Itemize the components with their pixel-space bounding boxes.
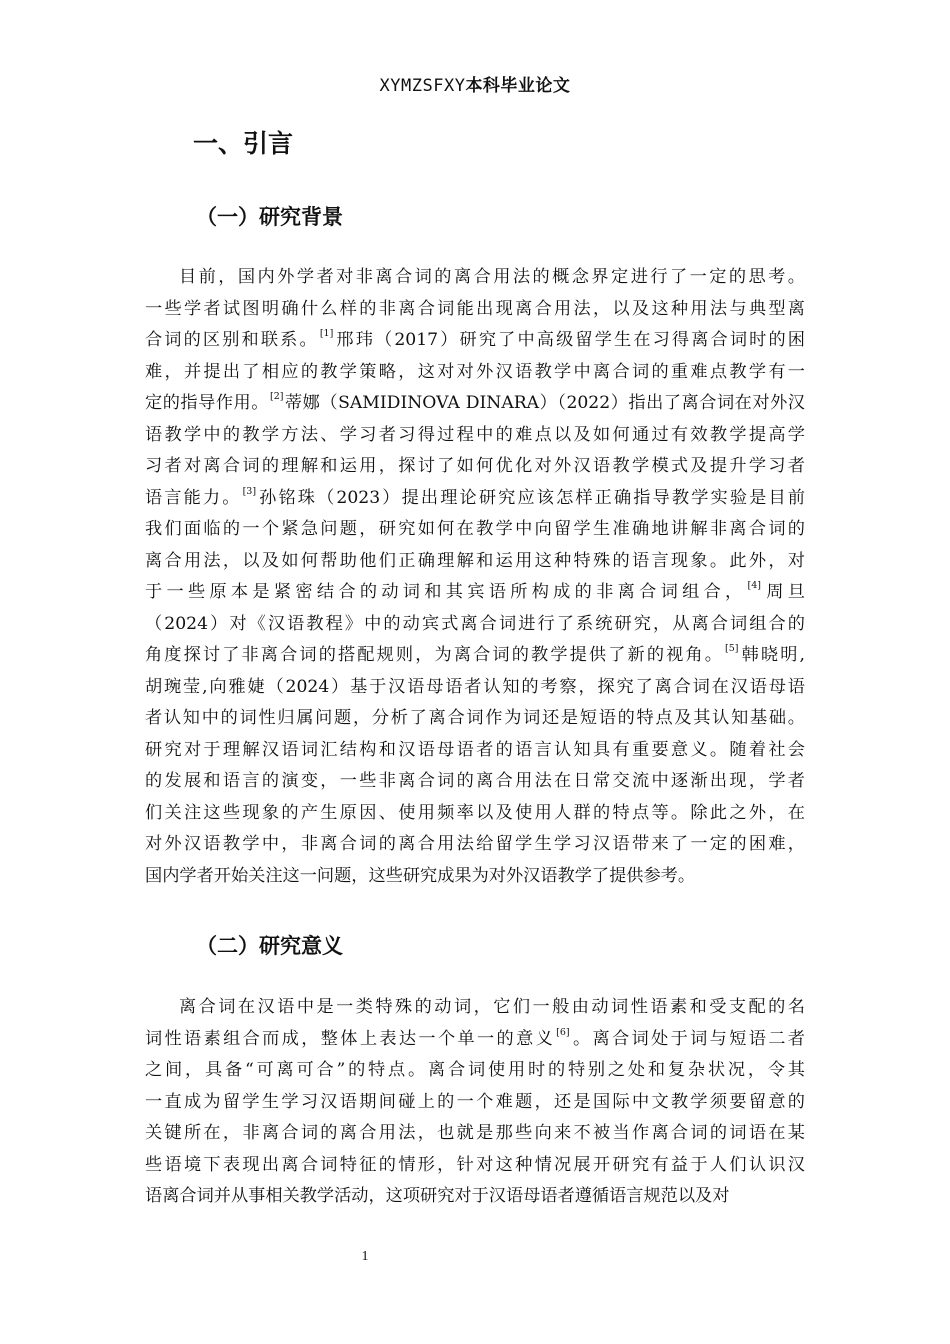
text-segment: 定的指导作用。	[145, 393, 269, 413]
text-segment: 角度探讨了非离合词的搭配规则，为离合词的教学提供了新的视角。	[145, 645, 725, 665]
text-line	[145, 388, 805, 420]
text-line: 习者对离合词的理解和运用，探讨了如何优化对外汉语教学模式及提升学习者	[145, 456, 805, 476]
citation-superscript: [6]	[556, 1026, 570, 1038]
text-line: 语教学中的教学方法、学习者习得过程中的难点以及如何通过有效教学提高学	[145, 424, 805, 445]
text-line: 对外汉语教学中，非离合词的离合用法给留学生学习汉语带来了一定的困难，	[145, 834, 805, 854]
text-line: （2024）对《汉语教程》中的动宾式离合词进行了系统研究，从离合词组合的	[145, 613, 805, 634]
text-line: 们关注这些现象的产生原因、使用频率以及使用人群的特点等。除此之外，在	[145, 802, 805, 823]
text-segment: 韩晓明,	[739, 645, 805, 665]
text-segment: 词性语素组合而成，整体上表达一个单一的意义	[145, 1028, 556, 1049]
text-line: 研究对于理解汉语词汇结构和汉语母语者的语言认知具有重要意义。随着社会	[145, 739, 805, 760]
header-school-code: XYMZSFXY	[379, 76, 466, 96]
text-line: 胡琬莹,向雅婕（2024）基于汉语母语者认知的考察，探究了离合词在汉语母语	[145, 676, 805, 697]
text-line: 目前，国内外学者对非离合词的离合用法的概念界定进行了一定的思考。	[179, 267, 805, 287]
citation-superscript: [2]	[269, 391, 284, 402]
text-line	[145, 640, 805, 672]
citation-superscript: [4]	[747, 580, 762, 591]
text-line: 国内学者开始关注这一问题，这些研究成果为对外汉语教学了提供参考。	[145, 865, 696, 886]
page-number: 1	[361, 1249, 369, 1264]
citation-superscript: [1]	[319, 328, 334, 339]
text-segment: 于一些原本是紧密结合的动词和其宾语所构成的非离合词组合，	[145, 582, 747, 602]
text-line: 些语境下表现出离合词特征的情形，针对这种情况展开研究有益于人们认识汉	[145, 1154, 805, 1175]
text-line: 离合用法，以及如何帮助他们正确理解和运用这种特殊的语言现象。此外，对	[145, 550, 805, 571]
text-line: 我们面临的一个紧急问题，研究如何在教学中向留学生准确地讲解非离合词的	[145, 519, 805, 539]
text-line: 一些学者试图明确什么样的非离合词能出现离合用法，以及这种用法与典型离	[145, 298, 805, 319]
text-segment: 蒂娜（SAMIDINOVA DINARA）（2022）指出了离合词在对外汉	[284, 393, 805, 413]
text-line: 离合词在汉语中是一类特殊的动词，它们一般由动词性语素和受支配的名	[179, 997, 805, 1017]
subsection-heading-background: （一）研究背景	[196, 205, 343, 229]
text-line: 一直成为留学生学习汉语期间碰上的一个难题，还是国际中文教学须要留意的	[145, 1091, 805, 1112]
subsection-heading-significance: （二）研究意义	[196, 934, 343, 958]
text-line: 的发展和语言的演变，一些非离合词的离合用法在日常交流中逐渐出现，学者	[145, 771, 805, 791]
paragraph-background	[145, 262, 805, 892]
citation-superscript: [5]	[725, 643, 739, 654]
text-line: 难，并提出了相应的教学策略，这对对外汉语教学中离合词的重难点教学有一	[145, 361, 805, 382]
text-line	[145, 577, 805, 609]
text-segment: 。离合词处于词与短语二者	[570, 1028, 805, 1049]
text-segment: 周旦	[762, 582, 805, 602]
text-line: 语离合词并从事相关教学活动，这项研究对于汉语母语者遵循语言规范以及对	[145, 1186, 730, 1206]
section-heading-introduction: 一、引言	[193, 129, 294, 158]
running-header	[0, 72, 950, 100]
text-line	[145, 483, 805, 515]
header-thesis-label: 本科毕业论文	[465, 76, 571, 96]
text-segment: 邢玮（2017）研究了中高级留学生在习得离合词时的困	[334, 330, 805, 350]
citation-superscript: [3]	[242, 485, 257, 497]
text-segment: 孙铭珠（2023）提出理论研究应该怎样正确指导教学实验是目前	[257, 487, 805, 508]
text-line: 关键所在，非离合词的离合用法，也就是那些向来不被当作离合词的词语在某	[145, 1123, 805, 1143]
paragraph-significance	[145, 992, 805, 1213]
text-line	[145, 1024, 805, 1056]
text-line	[145, 325, 805, 357]
text-segment: 语言能力。	[145, 487, 242, 508]
text-segment: 合词的区别和联系。	[145, 330, 319, 350]
text-line: 者认知中的词性归属问题，分析了离合词作为词还是短语的特点及其认知基础。	[145, 708, 805, 728]
text-line: 之间，具备“可离可合”的特点。离合词使用时的特别之处和复杂状况，令其	[145, 1060, 805, 1080]
